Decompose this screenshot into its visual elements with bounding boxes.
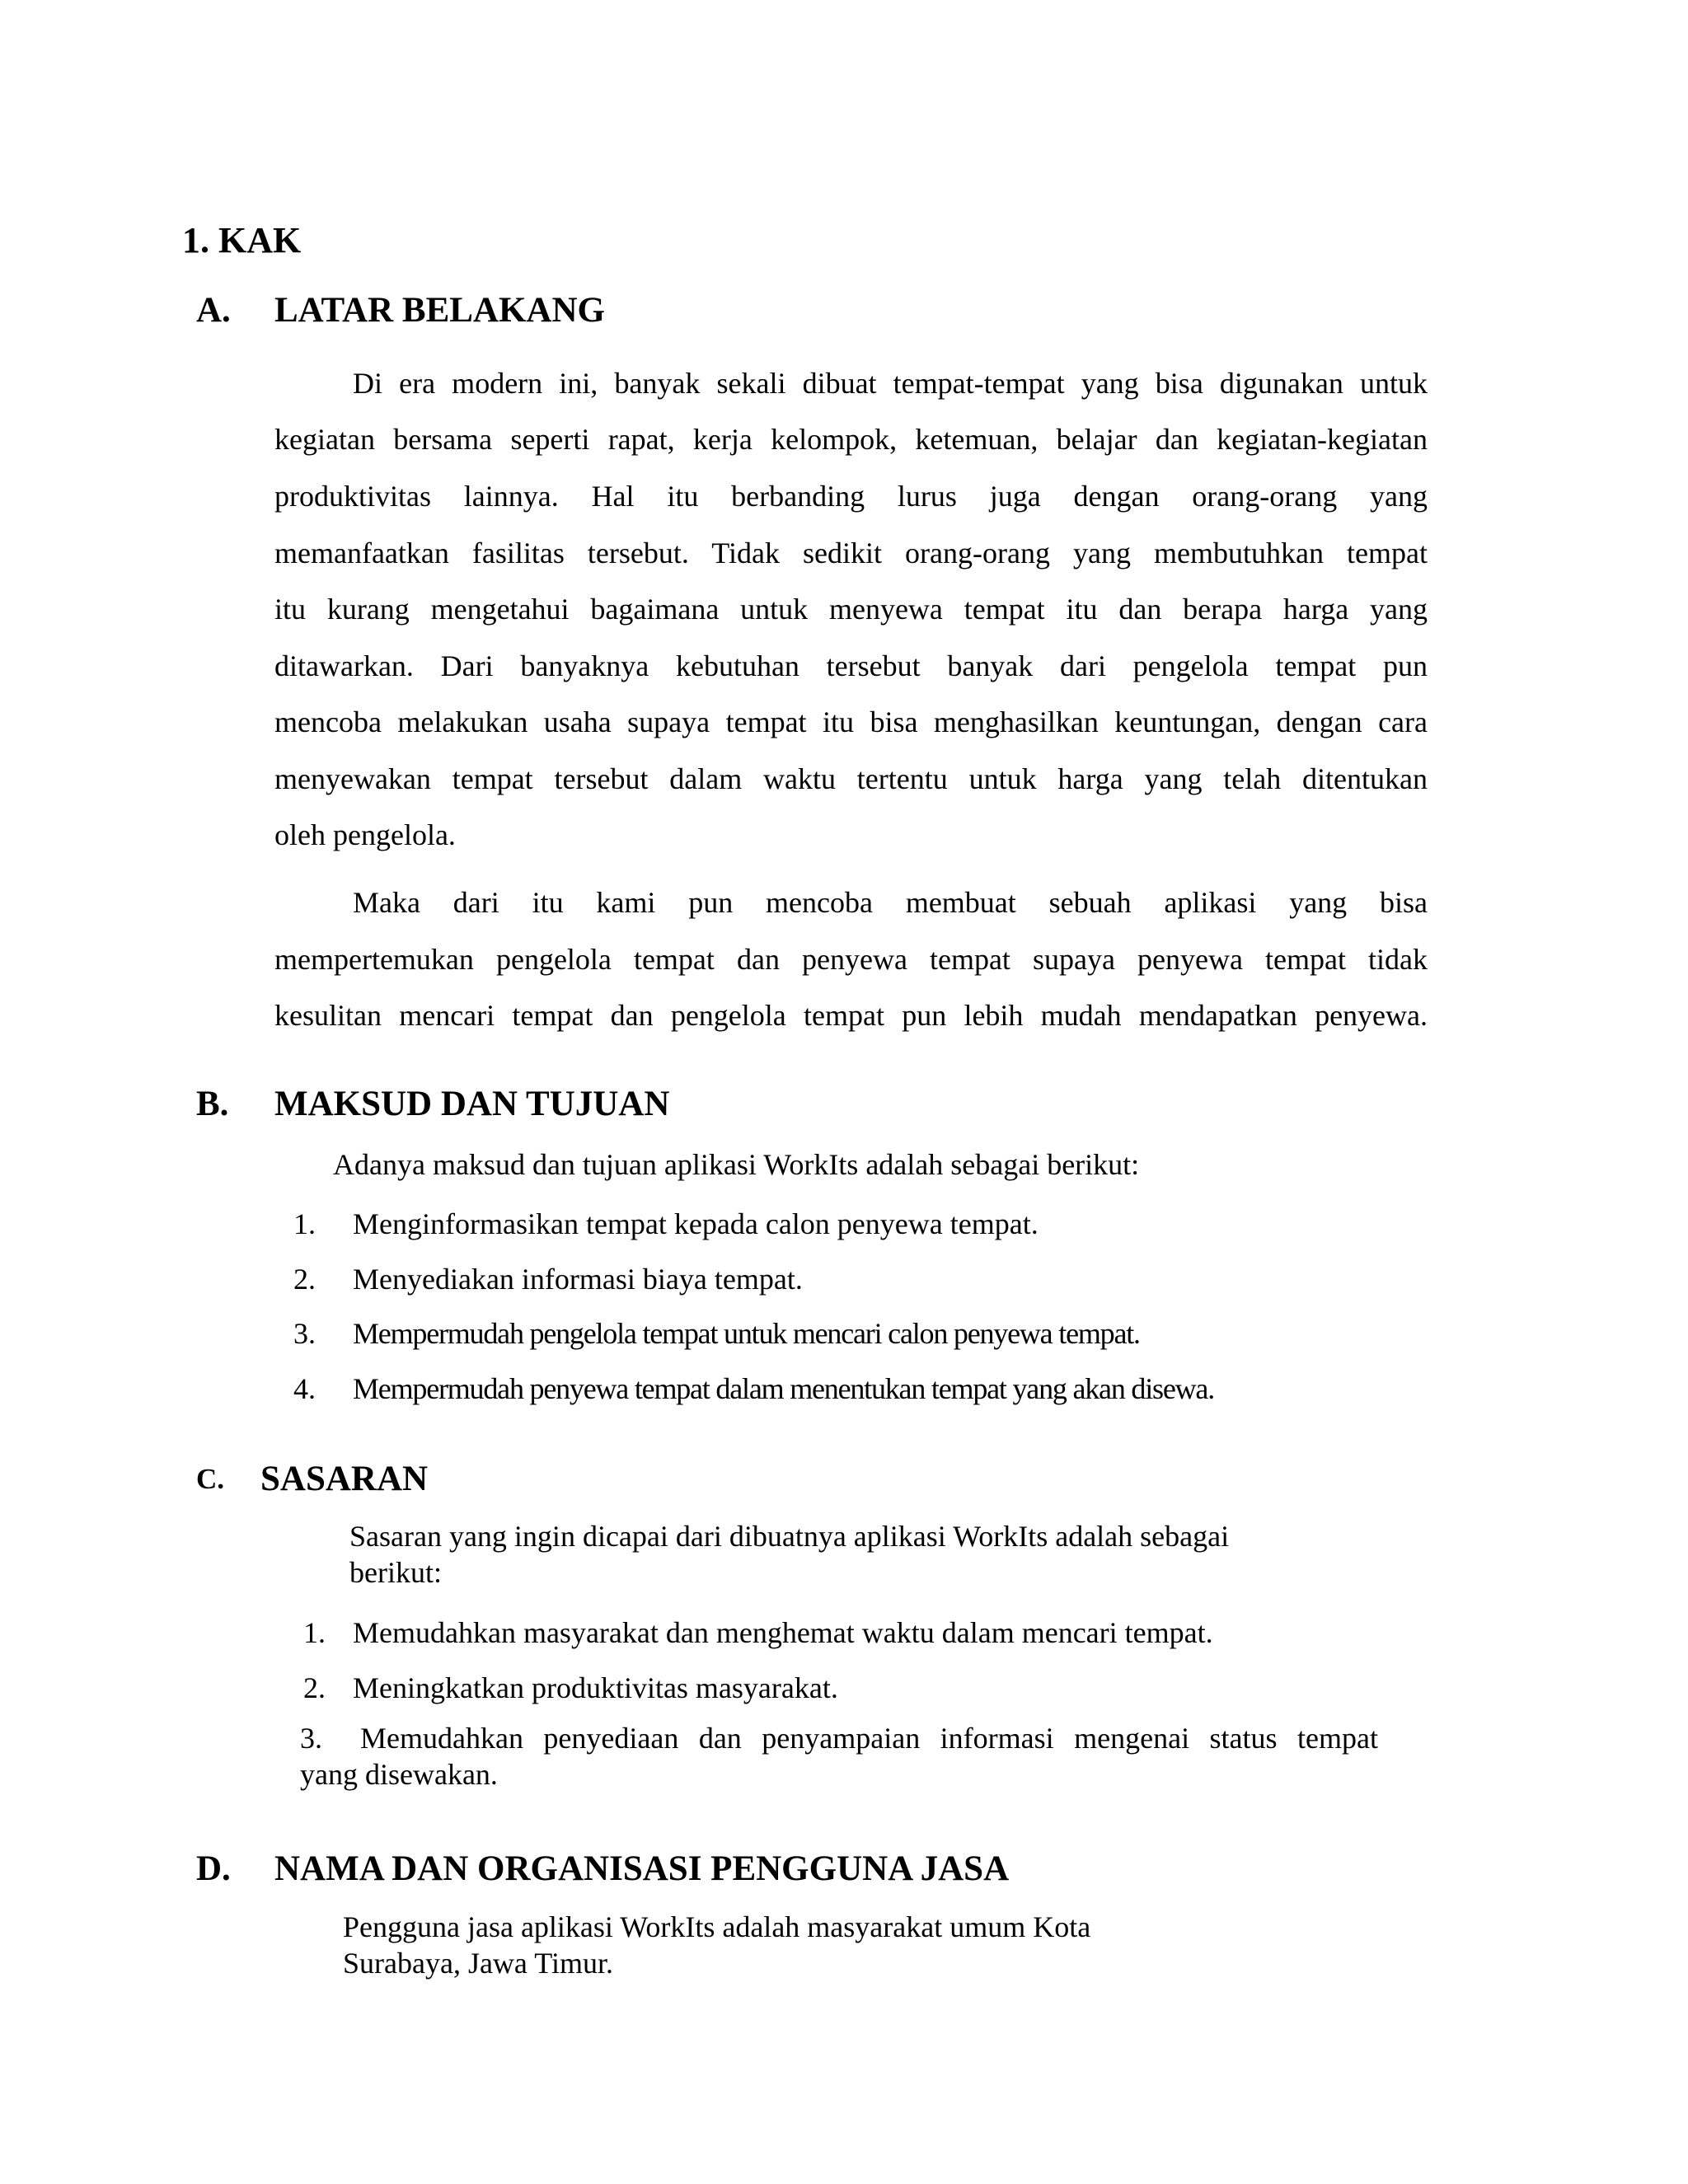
paragraph-line: Di era modern ini, banyak sekali dibuat tempat-tempat yang bisa digunakan untuk xyxy=(353,367,1428,400)
section-d-title: NAMA DAN ORGANISASI PENGGUNA JASA xyxy=(274,1849,1010,1888)
paragraph-line: kesulitan mencari tempat dan pengelola tempat pun lebih mudah mendapatkan penyewa. xyxy=(274,999,1428,1032)
list-item-number: 1. xyxy=(293,1207,316,1240)
section-d-letter: D. xyxy=(196,1849,231,1888)
list-item: Memudahkan penyediaan dan penyampaian informasi mengenai status tempat xyxy=(360,1722,1378,1755)
list-item: Mempermudah penyewa tempat dalam menentukan tempat yang akan disewa. xyxy=(353,1372,1214,1405)
text-line: Surabaya, Jawa Timur. xyxy=(343,1947,613,1980)
list-item: Menyediakan informasi biaya tempat. xyxy=(353,1263,803,1296)
list-item: Memudahkan masyarakat dan menghemat waktu dalam mencari tempat. xyxy=(353,1616,1213,1649)
paragraph-line: memanfaatkan fasilitas tersebut. Tidak sedikit orang-orang yang membutuhkan tempat xyxy=(274,537,1428,569)
section-c-letter: C. xyxy=(196,1463,225,1495)
main-heading: 1. KAK xyxy=(182,220,302,260)
paragraph-line: mempertemukan pengelola tempat dan penyewa tempat supaya penyewa tempat tidak xyxy=(274,943,1428,976)
list-item: Meningkatkan produktivitas masyarakat. xyxy=(353,1671,838,1704)
section-a-letter: A. xyxy=(196,291,231,330)
paragraph-line: oleh pengelola. xyxy=(274,818,456,851)
list-item-number: 2. xyxy=(293,1263,316,1296)
list-item-number: 4. xyxy=(293,1372,316,1405)
intro-line: berikut: xyxy=(349,1556,442,1589)
text-line: Pengguna jasa aplikasi WorkIts adalah masyarakat umum Kota xyxy=(343,1910,1091,1943)
paragraph-line: ditawarkan. Dari banyaknya kebutuhan tersebut banyak dari pengelola tempat pun xyxy=(274,649,1428,682)
intro-line: Sasaran yang ingin dicapai dari dibuatnya aplikasi WorkIts adalah sebagai xyxy=(349,1520,1230,1553)
list-item-number: 3. xyxy=(300,1722,322,1755)
paragraph-line: kegiatan bersama seperti rapat, kerja kelompok, ketemuan, belajar dan kegiatan-kegiatan xyxy=(274,423,1428,456)
paragraph-line: mencoba melakukan usaha supaya tempat itu bisa menghasilkan keuntungan, dengan cara xyxy=(274,705,1428,738)
paragraph-line: Maka dari itu kami pun mencoba membuat sebuah aplikasi yang bisa xyxy=(353,886,1428,919)
list-item-continuation: yang disewakan. xyxy=(300,1758,498,1791)
paragraph-line: itu kurang mengetahui bagaimana untuk menyewa tempat itu dan berapa harga yang xyxy=(274,593,1428,626)
section-b-intro: Adanya maksud dan tujuan aplikasi WorkIts adalah sebagai berikut: xyxy=(333,1148,1140,1181)
section-b-letter: B. xyxy=(196,1085,229,1123)
paragraph-line: menyewakan tempat tersebut dalam waktu tertentu untuk harga yang telah ditentukan xyxy=(274,762,1428,795)
section-b-title: MAKSUD DAN TUJUAN xyxy=(274,1085,670,1123)
list-item-number: 1. xyxy=(303,1616,326,1649)
section-a-title: LATAR BELAKANG xyxy=(274,291,605,330)
list-item: Menginformasikan tempat kepada calon penyewa tempat. xyxy=(353,1207,1039,1240)
list-item-number: 3. xyxy=(293,1317,316,1350)
paragraph-line: produktivitas lainnya. Hal itu berbanding lurus juga dengan orang-orang yang xyxy=(274,480,1428,513)
list-item: Mempermudah pengelola tempat untuk mencari calon penyewa tempat. xyxy=(353,1317,1140,1350)
list-item-number: 2. xyxy=(303,1671,326,1704)
section-c-title: SASARAN xyxy=(260,1460,429,1498)
